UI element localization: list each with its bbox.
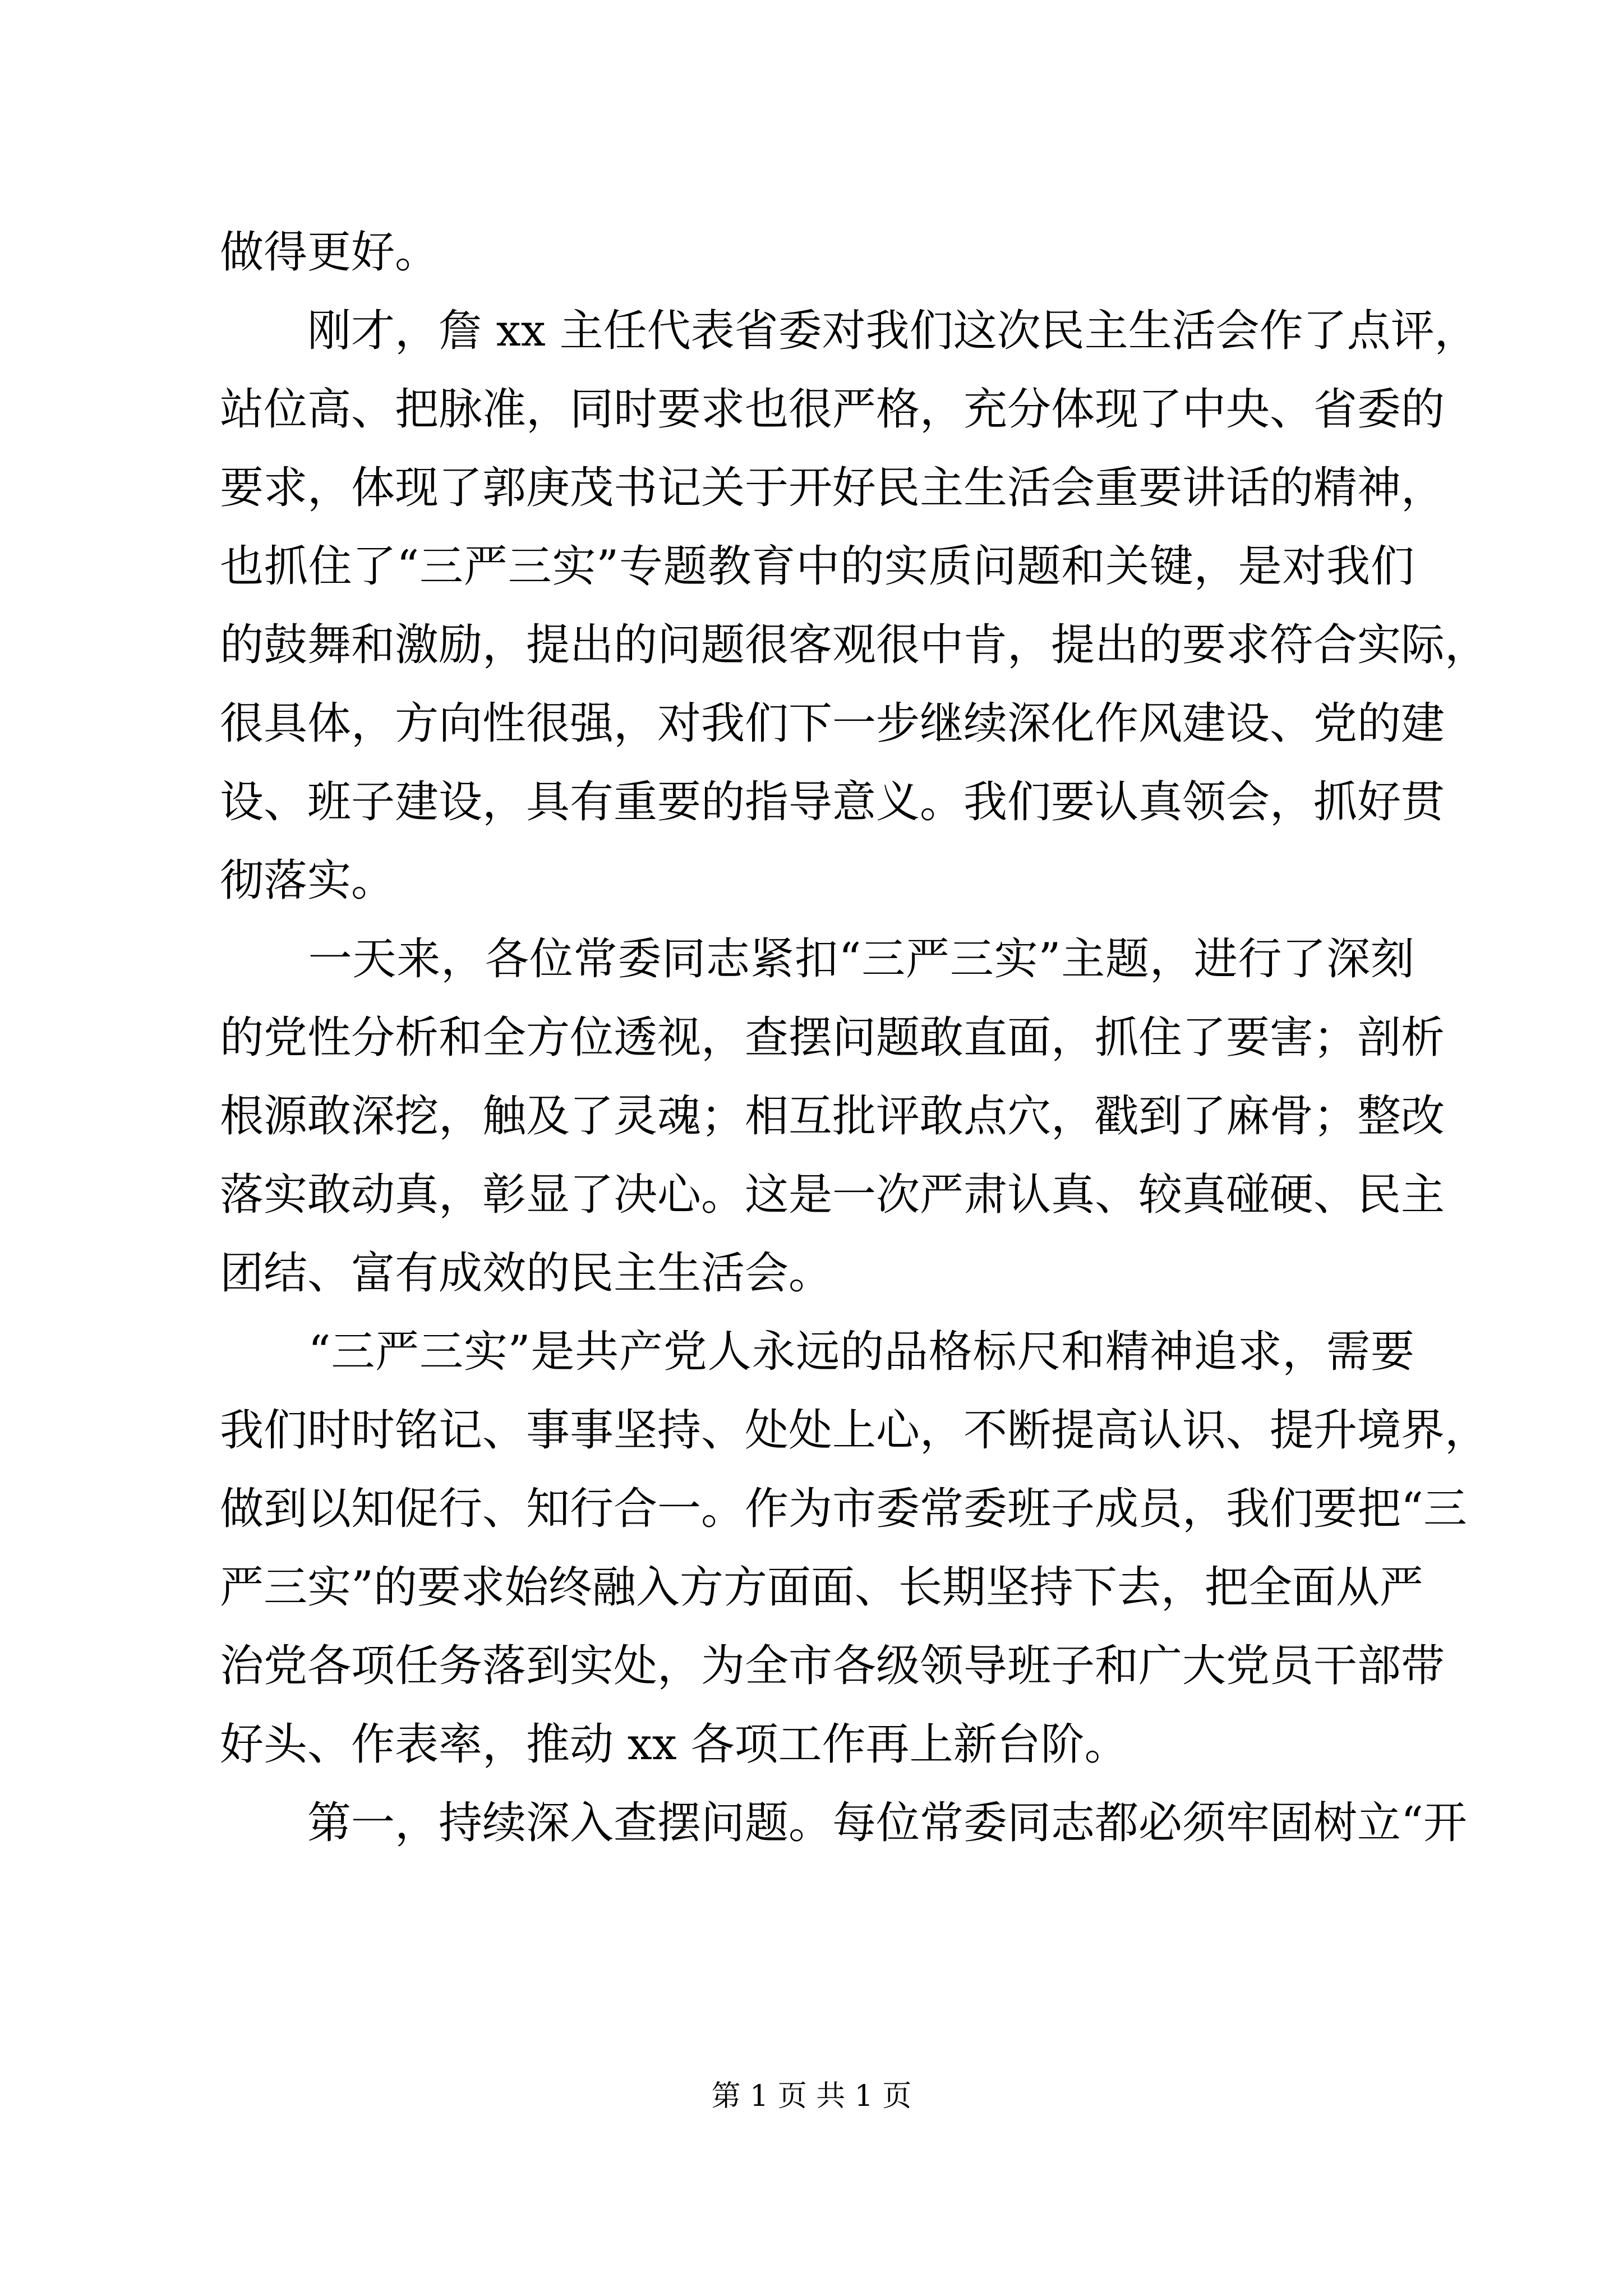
- body-line: 落实敢动真，彰显了决心。这是一次严肃认真、较真碰硬、民主: [220, 1170, 1445, 1220]
- body-line: 一天来，各位常委同志紧扣“三严三实”主题，进行了深刻: [220, 934, 1414, 984]
- body-line: “三严三实”是共产党人永远的品格标尺和精神追求，需要: [220, 1327, 1414, 1377]
- body-line: 严三实”的要求始终融入方方面面、长期坚持下去，把全面从严: [220, 1562, 1423, 1613]
- body-line: 第一，持续深入查摆问题。每位常委同志都必须牢固树立“开: [220, 1798, 1467, 1848]
- body-line: 我们时时铭记、事事坚持、处处上心，不断提高认识、提升境界，: [220, 1405, 1489, 1456]
- body-text: [220, 213, 1489, 1862]
- body-line: 彻落实。: [220, 855, 395, 906]
- page-footer: 第 1 页 共 1 页: [711, 2079, 912, 2113]
- body-line: 好头、作表率，推动 xx 各项工作再上新台阶。: [220, 1719, 1128, 1770]
- body-line: 团结、富有成效的民主生活会。: [220, 1248, 833, 1299]
- body-line: 的党性分析和全方位透视，查摆问题敢直面，抓住了要害；剖析: [220, 1013, 1445, 1063]
- body-line: 根源敢深挖，触及了灵魂；相互批评敢点穴，戳到了麻骨；整改: [220, 1091, 1445, 1142]
- body-line: 刚才，詹 xx 主任代表省委对我们这次民主生活会作了点评，: [220, 306, 1478, 356]
- body-line: 也抓住了“三严三实”专题教育中的实质问题和关键，是对我们: [220, 541, 1414, 592]
- body-line: 做到以知促行、知行合一。作为市委常委班子成员，我们要把“三: [220, 1484, 1467, 1534]
- body-line: 要求，体现了郭庚茂书记关于开好民主生活会重要讲话的精神，: [220, 463, 1445, 513]
- body-line: 很具体，方向性很强，对我们下一步继续深化作风建设、党的建: [220, 698, 1445, 749]
- body-line: 站位高、把脉准，同时要求也很严格，充分体现了中央、省委的: [220, 384, 1445, 435]
- body-line: 设、班子建设，具有重要的指导意义。我们要认真领会，抓好贯: [220, 777, 1445, 827]
- body-line: 治党各项任务落到实处，为全市各级领导班子和广大党员干部带: [220, 1641, 1445, 1691]
- body-line: 做得更好。: [220, 227, 439, 278]
- body-line: 的鼓舞和激励，提出的问题很客观很中肯，提出的要求符合实际，: [220, 620, 1489, 670]
